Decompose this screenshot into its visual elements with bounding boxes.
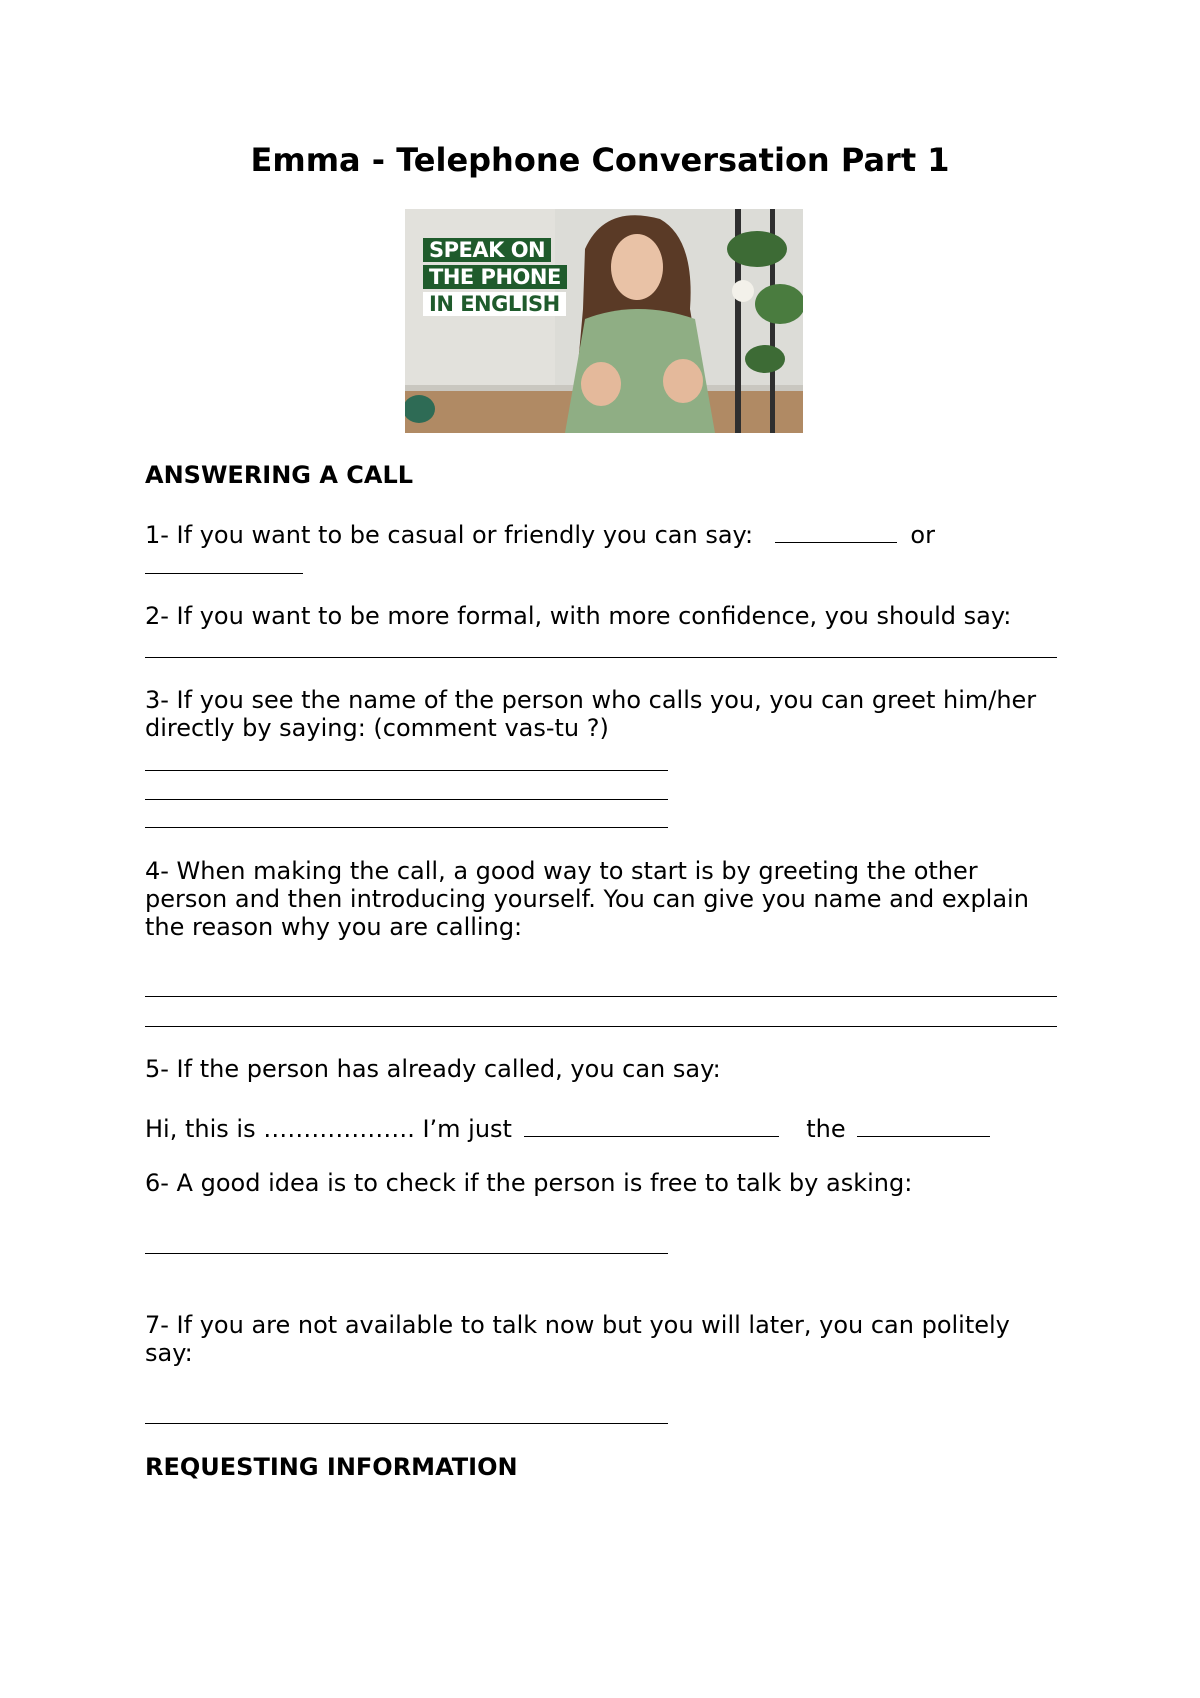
- page-title: Emma - Telephone Conversation Part 1: [250, 141, 950, 179]
- answer-blank-5a[interactable]: [524, 1112, 779, 1137]
- thumbnail-badge-line-1: SPEAK ON: [423, 238, 551, 262]
- question-3-line-1: 3- If you see the name of the person who calls you, you can greet him/her: [145, 686, 1037, 714]
- question-5-the: the: [806, 1115, 846, 1143]
- question-1-or: or: [910, 521, 935, 549]
- answer-blank-1b[interactable]: [145, 573, 303, 574]
- question-1-text: 1- If you want to be casual or friendly you can say:: [145, 521, 754, 549]
- question-4-line-1: 4- When making the call, a good way to start is by greeting the other: [145, 857, 978, 885]
- question-1: [145, 518, 1065, 549]
- question-4-line-2: person and then introducing yourself. You can give you name and explain: [145, 885, 1029, 913]
- answer-line-7[interactable]: [145, 1423, 668, 1424]
- answer-line-4a[interactable]: [145, 996, 1057, 997]
- question-4-line-3: the reason why you are calling:: [145, 913, 523, 941]
- question-6: 6- A good idea is to check if the person is free to talk by asking:: [145, 1169, 913, 1197]
- section-heading-answering: ANSWERING A CALL: [145, 461, 414, 489]
- answer-line-6[interactable]: [145, 1253, 668, 1254]
- video-thumbnail: [405, 209, 803, 433]
- question-5-hi-text: Hi, this is ………………. I’m just: [145, 1115, 512, 1143]
- answer-blank-5b[interactable]: [857, 1112, 990, 1137]
- question-2: 2- If you want to be more formal, with more confidence, you should say:: [145, 602, 1012, 630]
- question-5-sentence: [145, 1112, 1065, 1143]
- answer-line-2[interactable]: [145, 657, 1057, 658]
- answer-line-4b[interactable]: [145, 1026, 1057, 1027]
- answer-line-3b[interactable]: [145, 799, 668, 800]
- question-5: 5- If the person has already called, you can say:: [145, 1055, 721, 1083]
- thumbnail-badge-line-2: THE PHONE: [423, 265, 567, 289]
- question-3-line-2: directly by saying: (comment vas-tu ?): [145, 714, 609, 742]
- answer-line-3c[interactable]: [145, 827, 668, 828]
- answer-line-3a[interactable]: [145, 770, 668, 771]
- thumbnail-badge-line-3: IN ENGLISH: [423, 292, 566, 316]
- answer-blank-1a[interactable]: [775, 518, 897, 543]
- question-7-line-1: 7- If you are not available to talk now but you will later, you can politely: [145, 1311, 1010, 1339]
- question-7-line-2: say:: [145, 1339, 193, 1367]
- section-heading-requesting: REQUESTING INFORMATION: [145, 1453, 518, 1481]
